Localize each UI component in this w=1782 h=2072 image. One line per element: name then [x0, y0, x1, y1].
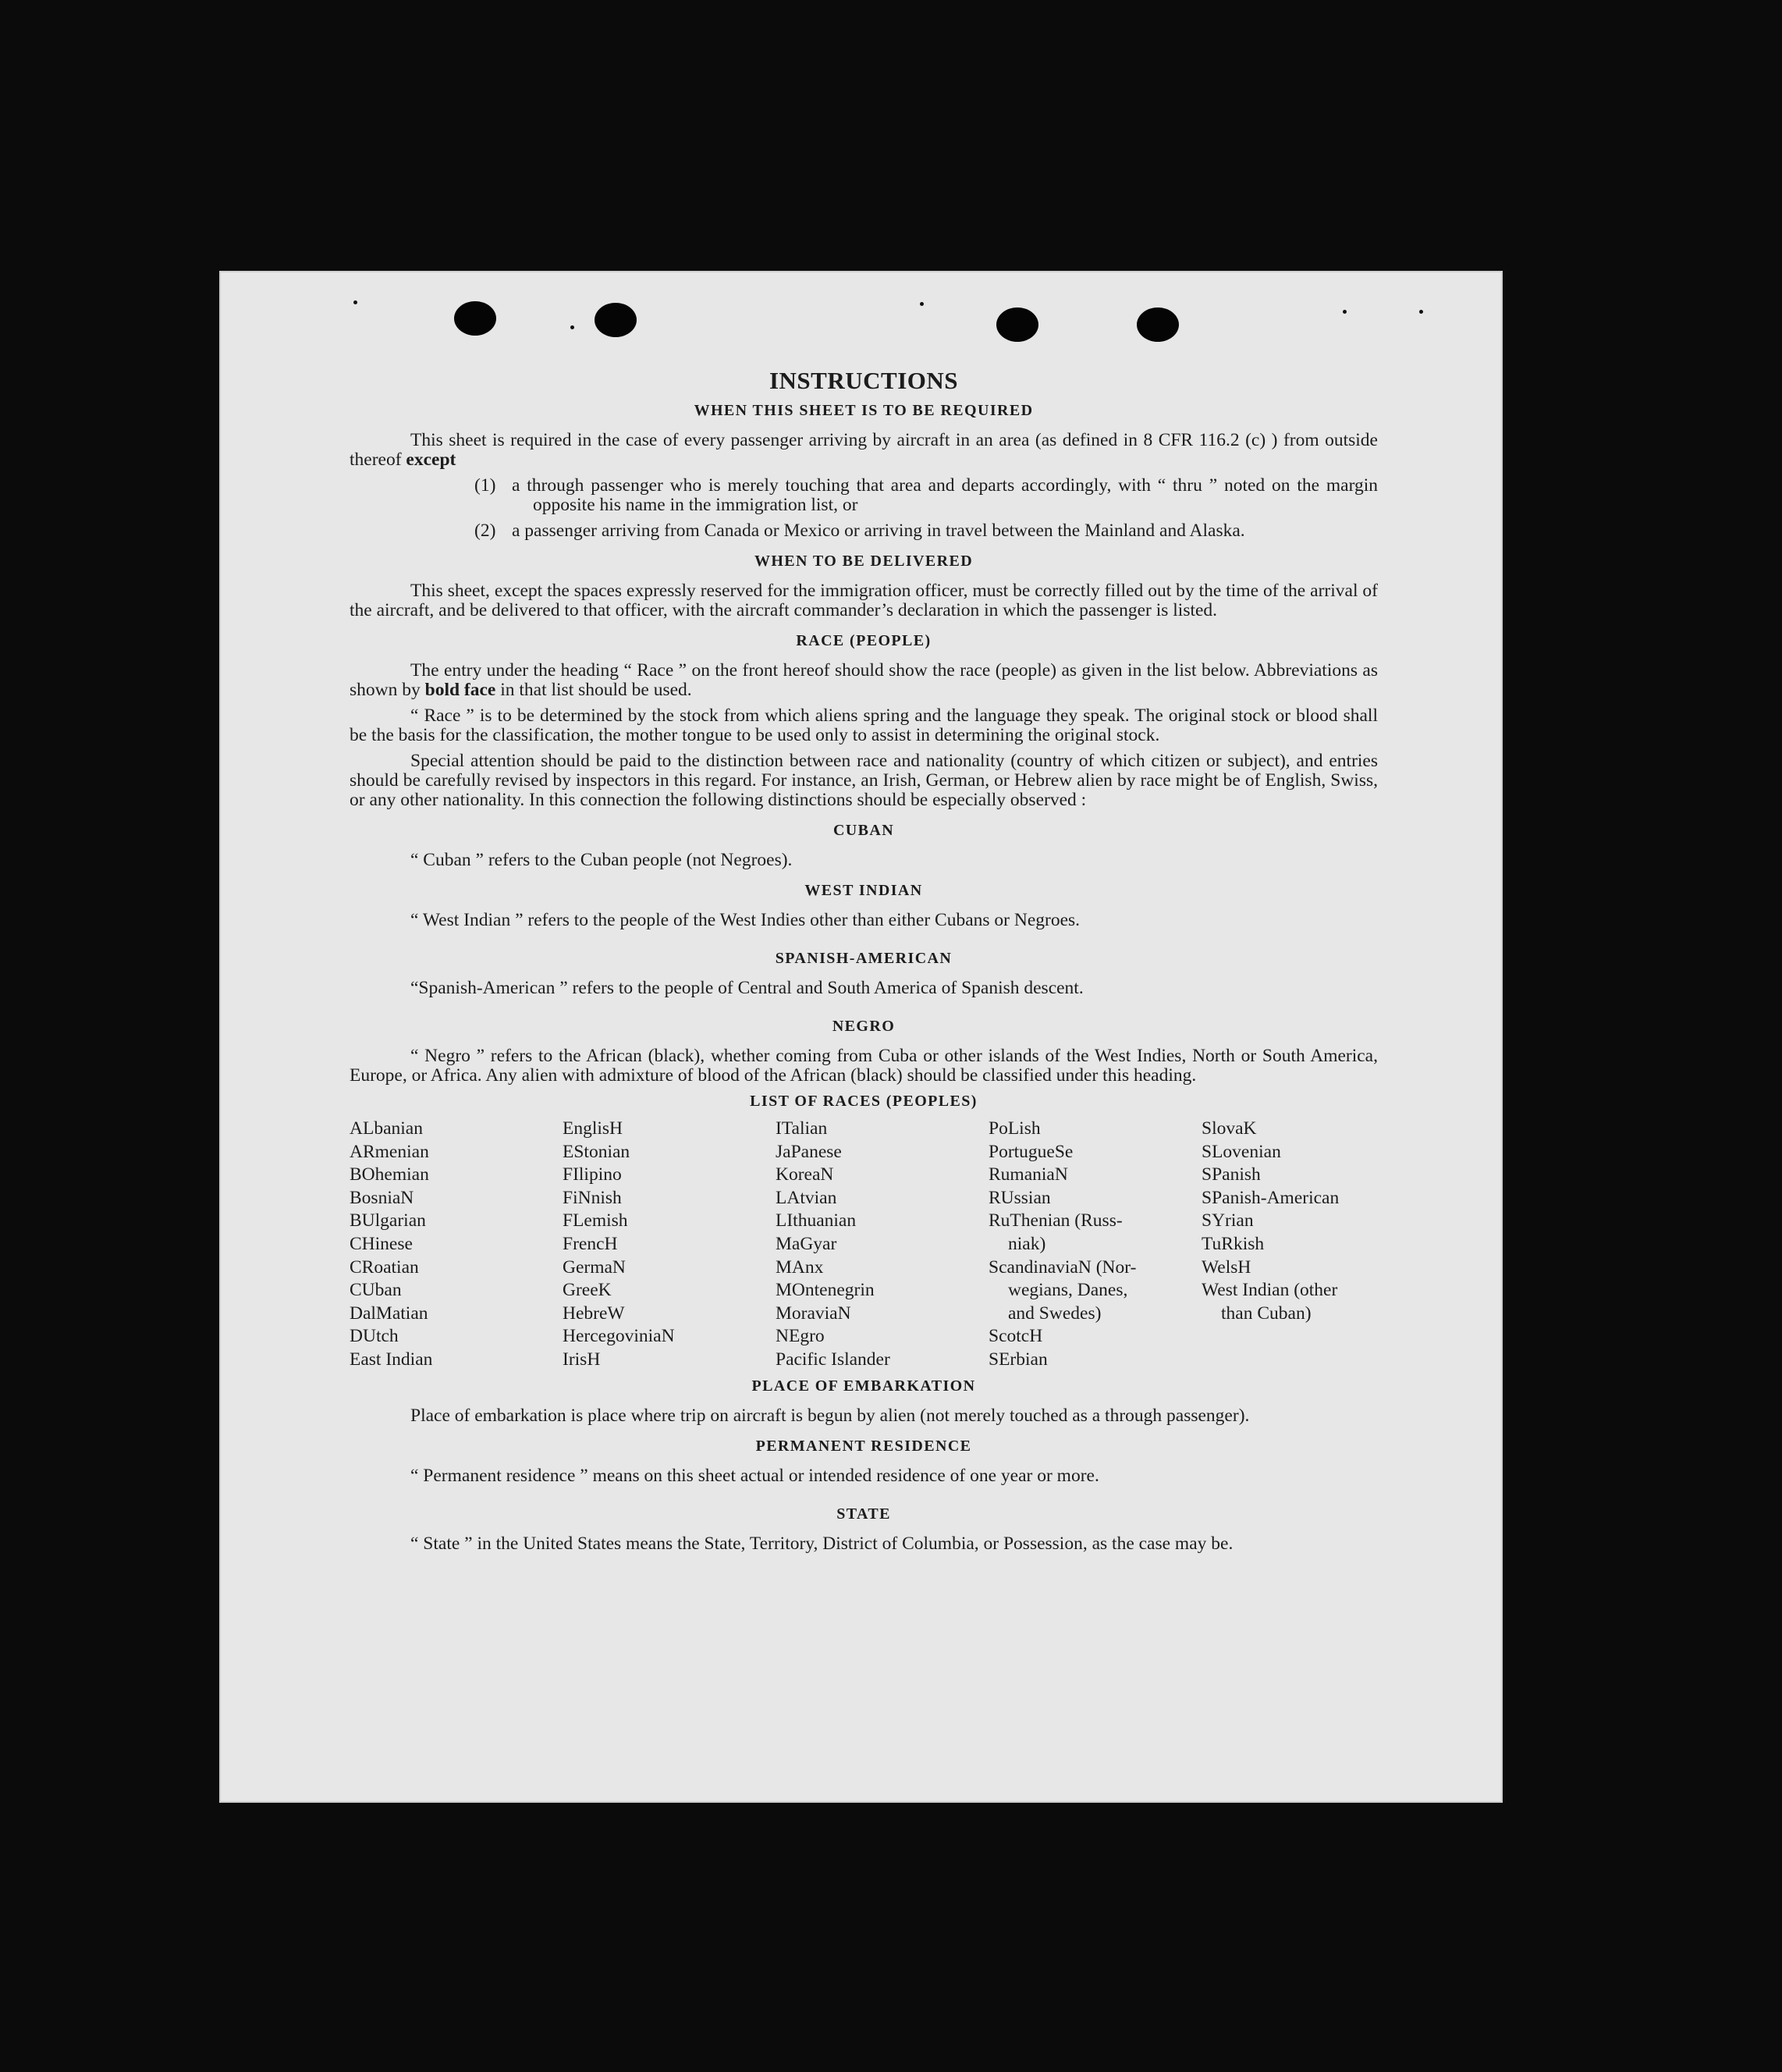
state-text: “ State ” in the United States means the State, Territory, District of Columbia, or Possession, as the case may be.: [410, 1533, 1234, 1554]
when-required-except: except: [406, 450, 456, 470]
instructions-content: [350, 367, 1378, 1554]
race-entry: DUtch: [350, 1326, 399, 1347]
race-entry: East Indian: [350, 1349, 433, 1370]
item-text: a passenger arriving from Canada or Mexico or arriving in travel between the Mainland and Alaska.: [512, 521, 1245, 541]
race-entry: ALbanian: [350, 1118, 423, 1139]
race-entry: MoraviaN: [776, 1303, 851, 1324]
place-of-embarkation-text: Place of embarkation is place where trip on aircraft is begun by alien (not merely touched as a through passenger).: [410, 1405, 1250, 1426]
heading-state: STATE: [836, 1505, 891, 1523]
race-entry: MAnx: [776, 1256, 824, 1278]
punch-hole-2: [595, 303, 637, 337]
heading-race: RACE (PEOPLE): [796, 632, 932, 649]
speck: [353, 300, 357, 304]
item-text: a through passenger who is merely touching that area and departs accordingly, with “ thru ” noted on the margin opposite his name in the immigration list, or: [512, 475, 1378, 515]
heading-cuban: CUBAN: [832, 822, 895, 839]
race-entry: FIlipino: [563, 1164, 622, 1185]
races-table: [350, 1118, 1378, 1372]
punch-hole-3: [996, 307, 1038, 342]
race-entry: IrisH: [563, 1349, 601, 1370]
races-column: [1202, 1118, 1393, 1372]
speck: [1343, 310, 1347, 314]
punch-hole-4: [1137, 307, 1179, 342]
race-p1-bold: bold face: [424, 680, 496, 700]
race-entry: EnglisH: [563, 1118, 623, 1139]
punch-hole-1: [454, 301, 496, 336]
race-paragraph-2: “ Race ” is to be determined by the stock from which aliens spring and the language they speak. The original stock or blood shall be the basis for the classification, the mother tongue to be used only to assist in determining the original stock.: [350, 705, 1378, 745]
cuban-text: “ Cuban ” refers to the Cuban people (not Negroes).: [410, 850, 793, 870]
race-entry: CHinese: [350, 1233, 413, 1254]
race-entry: DalMatian: [350, 1303, 428, 1324]
race-entry: EStonian: [563, 1141, 630, 1162]
speck: [1419, 310, 1423, 314]
race-entry: SlovaK: [1202, 1118, 1257, 1139]
race-entry-continued: than Cuban): [1221, 1303, 1312, 1324]
document-page: [219, 271, 1503, 1803]
race-entry: SYrian: [1202, 1210, 1254, 1231]
race-entry: SLovenian: [1202, 1141, 1281, 1162]
race-entry: BOhemian: [350, 1164, 429, 1185]
race-entry: BUlgarian: [350, 1210, 426, 1231]
race-entry: MaGyar: [776, 1233, 837, 1254]
race-entry: CUban: [350, 1280, 402, 1301]
heading-spanish-american: SPANISH-AMERICAN: [775, 950, 953, 967]
race-entry: KoreaN: [776, 1164, 834, 1185]
race-entry: FrencH: [563, 1233, 618, 1254]
races-column: [776, 1118, 989, 1372]
race-entry: BosniaN: [350, 1187, 414, 1208]
heading-place-of-embarkation: PLACE OF EMBARKATION: [751, 1377, 976, 1395]
race-paragraph-3: Special attention should be paid to the distinction between race and nationality (country of which citizen or subject), and entries should be carefully revised by inspectors in this regard. For instance, an Irish, German, or Hebrew alien by race might be of English, Swiss, or any other nationality. In this connection the following distinctions should be especially observed :: [350, 751, 1378, 810]
item-number: (1): [474, 475, 496, 496]
race-entry: PoLish: [989, 1118, 1041, 1139]
race-entry: GermaN: [563, 1256, 626, 1278]
race-entry: RumaniaN: [989, 1164, 1068, 1185]
when-required-text: This sheet is required in the case of every passenger arriving by aircraft in an area (as defined in 8 CFR 116.2 (c) ) from outside thereof: [350, 430, 1378, 470]
race-entry: HercegoviniaN: [563, 1326, 675, 1347]
race-entry: ARmenian: [350, 1141, 429, 1162]
race-entry: ScandinaviaN (Nor-: [989, 1256, 1137, 1278]
when-delivered-text: This sheet, except the spaces expressly reserved for the immigration officer, must be correctly filled out by the time of the arrival of the aircraft, and be delivered to that officer, with the aircraft commander’s declaration in which the passenger is listed.: [350, 581, 1378, 620]
race-entry: JaPanese: [776, 1141, 842, 1162]
page-title: INSTRUCTIONS: [769, 367, 958, 394]
races-column: [563, 1118, 776, 1372]
race-entry-continued: niak): [1008, 1233, 1046, 1254]
negro-text: “ Negro ” refers to the African (black), whether coming from Cuba or other islands of the West Indies, North or South America, Europe, or Africa. Any alien with admixture of blood of the African (black) should be classified under this heading.: [350, 1046, 1378, 1086]
race-entry: ScotcH: [989, 1326, 1043, 1347]
list-item: [350, 521, 1378, 541]
race-entry: LIthuanian: [776, 1210, 857, 1231]
race-entry: PortugueSe: [989, 1141, 1074, 1162]
heading-when-delivered: WHEN TO BE DELIVERED: [754, 553, 974, 570]
list-item: [350, 476, 1378, 515]
race-entry: CRoatian: [350, 1256, 419, 1278]
race-entry: MOntenegrin: [776, 1280, 875, 1301]
race-entry: SPanish-American: [1202, 1187, 1340, 1208]
races-column: [350, 1118, 563, 1372]
race-p1-end: in that list should be used.: [500, 680, 692, 700]
race-entry: NEgro: [776, 1326, 825, 1347]
race-entry: RuThenian (Russ-: [989, 1210, 1123, 1231]
race-entry: SErbian: [989, 1349, 1048, 1370]
race-entry: West Indian (other: [1202, 1280, 1338, 1301]
race-entry-continued: wegians, Danes,: [1008, 1280, 1128, 1301]
race-entry: Pacific Islander: [776, 1349, 890, 1370]
heading-permanent-residence: PERMANENT RESIDENCE: [755, 1437, 972, 1455]
race-entry: ITalian: [776, 1118, 828, 1139]
heading-negro: NEGRO: [832, 1018, 896, 1035]
heading-west-indian: WEST INDIAN: [804, 882, 923, 899]
race-entry-continued: and Swedes): [1008, 1303, 1102, 1324]
speck: [920, 302, 924, 306]
race-entry: FiNnish: [563, 1187, 622, 1208]
race-p1-start: The entry under the heading “ Race ” on the front hereof should show the race (people) as given in the list below. Abbreviations as shown by: [350, 660, 1378, 700]
when-required-intro: [350, 431, 1378, 470]
heading-list-of-races: LIST OF RACES (PEOPLES): [750, 1093, 978, 1110]
speck: [570, 325, 574, 329]
race-entry: HebreW: [563, 1303, 625, 1324]
race-entry: GreeK: [563, 1280, 612, 1301]
heading-when-required: WHEN THIS SHEET IS TO BE REQUIRED: [694, 402, 1034, 419]
race-entry: WelsH: [1202, 1256, 1251, 1278]
spanish-american-text: “Spanish-American ” refers to the people of Central and South America of Spanish descent.: [410, 978, 1084, 998]
race-entry: LAtvian: [776, 1187, 837, 1208]
permanent-residence-text: “ Permanent residence ” means on this sheet actual or intended residence of one year or more.: [410, 1465, 1099, 1486]
race-entry: RUssian: [989, 1187, 1051, 1208]
item-number: (2): [474, 521, 496, 541]
race-entry: FLemish: [563, 1210, 628, 1231]
race-entry: SPanish: [1202, 1164, 1261, 1185]
west-indian-text: “ West Indian ” refers to the people of the West Indies other than either Cubans or Negroes.: [410, 910, 1081, 930]
races-column: [989, 1118, 1202, 1372]
race-entry: TuRkish: [1202, 1233, 1265, 1254]
race-paragraph-1: [350, 661, 1378, 700]
